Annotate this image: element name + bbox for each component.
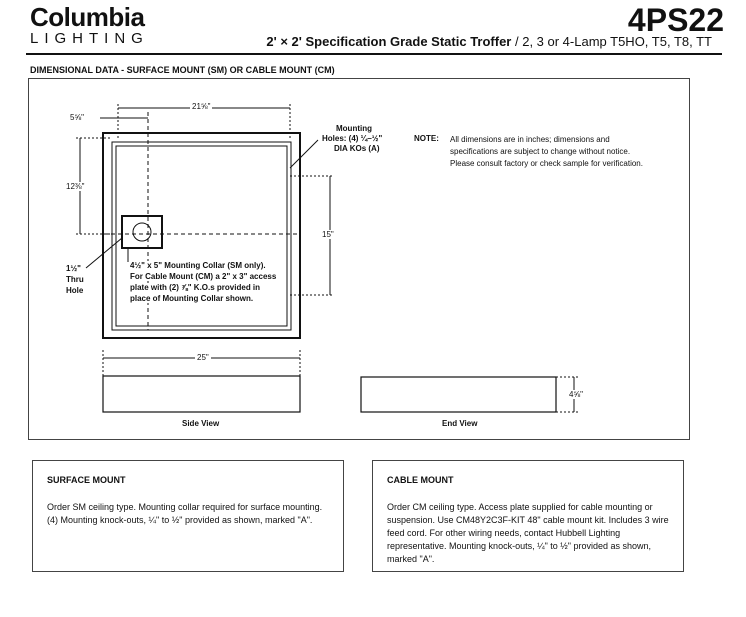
surface-mount-title: SURFACE MOUNT xyxy=(47,475,126,485)
thru-hole-label-2: Thru xyxy=(66,275,84,284)
note-label: NOTE: xyxy=(414,134,439,143)
end-view-label: End View xyxy=(442,419,478,428)
end-view-shape xyxy=(361,377,556,412)
brand-logo-sub: LIGHTING xyxy=(30,30,149,47)
side-view-shape xyxy=(103,376,300,412)
subtitle-rest: / 2, 3 or 4-Lamp T5HO, T5, T8, TT xyxy=(511,34,712,49)
model-number: 4PS22 xyxy=(627,2,724,38)
collar-label-4: place of Mounting Collar shown. xyxy=(130,294,254,303)
dim-label-offset: 5⅝" xyxy=(70,113,84,122)
collar-label-2: For Cable Mount (CM) a 2" x 3" access xyxy=(130,272,277,281)
thru-hole-label-3: Hole xyxy=(66,286,84,295)
subtitle-bold: 2' × 2' Specification Grade Static Troffer xyxy=(266,34,512,49)
mounting-collar xyxy=(122,216,162,248)
dim-label-right: 15" xyxy=(322,230,334,239)
collar-label-1: 4½" x 5" Mounting Collar (SM only). xyxy=(130,261,266,270)
cable-mount-panel xyxy=(372,460,684,572)
side-view-label: Side View xyxy=(182,419,220,428)
thru-hole-label-1: 1½" xyxy=(66,264,81,273)
dim-label-end: 4⅝" xyxy=(569,390,583,399)
dim-label-bottom: 25" xyxy=(197,353,209,362)
plan-outer xyxy=(103,133,300,338)
cable-mount-text: Order CM ceiling type. Access plate supplied for cable mounting or suspension. Use CM48Y2C3F-KIT 48" cable mount kit. Includes 3 wire feed cord. For other wiring needs, contact Hubbell Lighting representative. Mounting knock-outs, ¼" to ½" provided as shown, marked "A". xyxy=(387,502,669,564)
dim-label-top: 21⅝" xyxy=(192,102,211,111)
section-title: DIMENSIONAL DATA - SURFACE MOUNT (SM) OR CABLE MOUNT (CM) xyxy=(30,65,335,75)
brand-logo: Columbia xyxy=(30,2,145,32)
note-text: All dimensions are in inches; dimensions and specifications are subject to change without notice. Please consult factory or check sample for verification. xyxy=(450,135,643,168)
surface-mount-text: Order SM ceiling type. Mounting collar required for surface mounting. (4) Mounting knock-outs, ¼" to ½" provided as shown, marked "A". xyxy=(47,502,323,525)
cable-mount-title: CABLE MOUNT xyxy=(387,475,454,485)
mounting-holes-label-3: DIA KOs (A) xyxy=(334,144,380,153)
surface-mount-panel xyxy=(32,460,344,572)
mounting-holes-leader xyxy=(290,140,318,168)
dim-label-left: 12⅜" xyxy=(66,182,85,191)
collar-label-3: plate with (2) ⅞" K.O.s provided in xyxy=(130,283,261,292)
mounting-holes-label-1: Mounting xyxy=(336,124,372,133)
mounting-holes-label-2: Holes: (4) ¼–½" xyxy=(322,134,383,143)
